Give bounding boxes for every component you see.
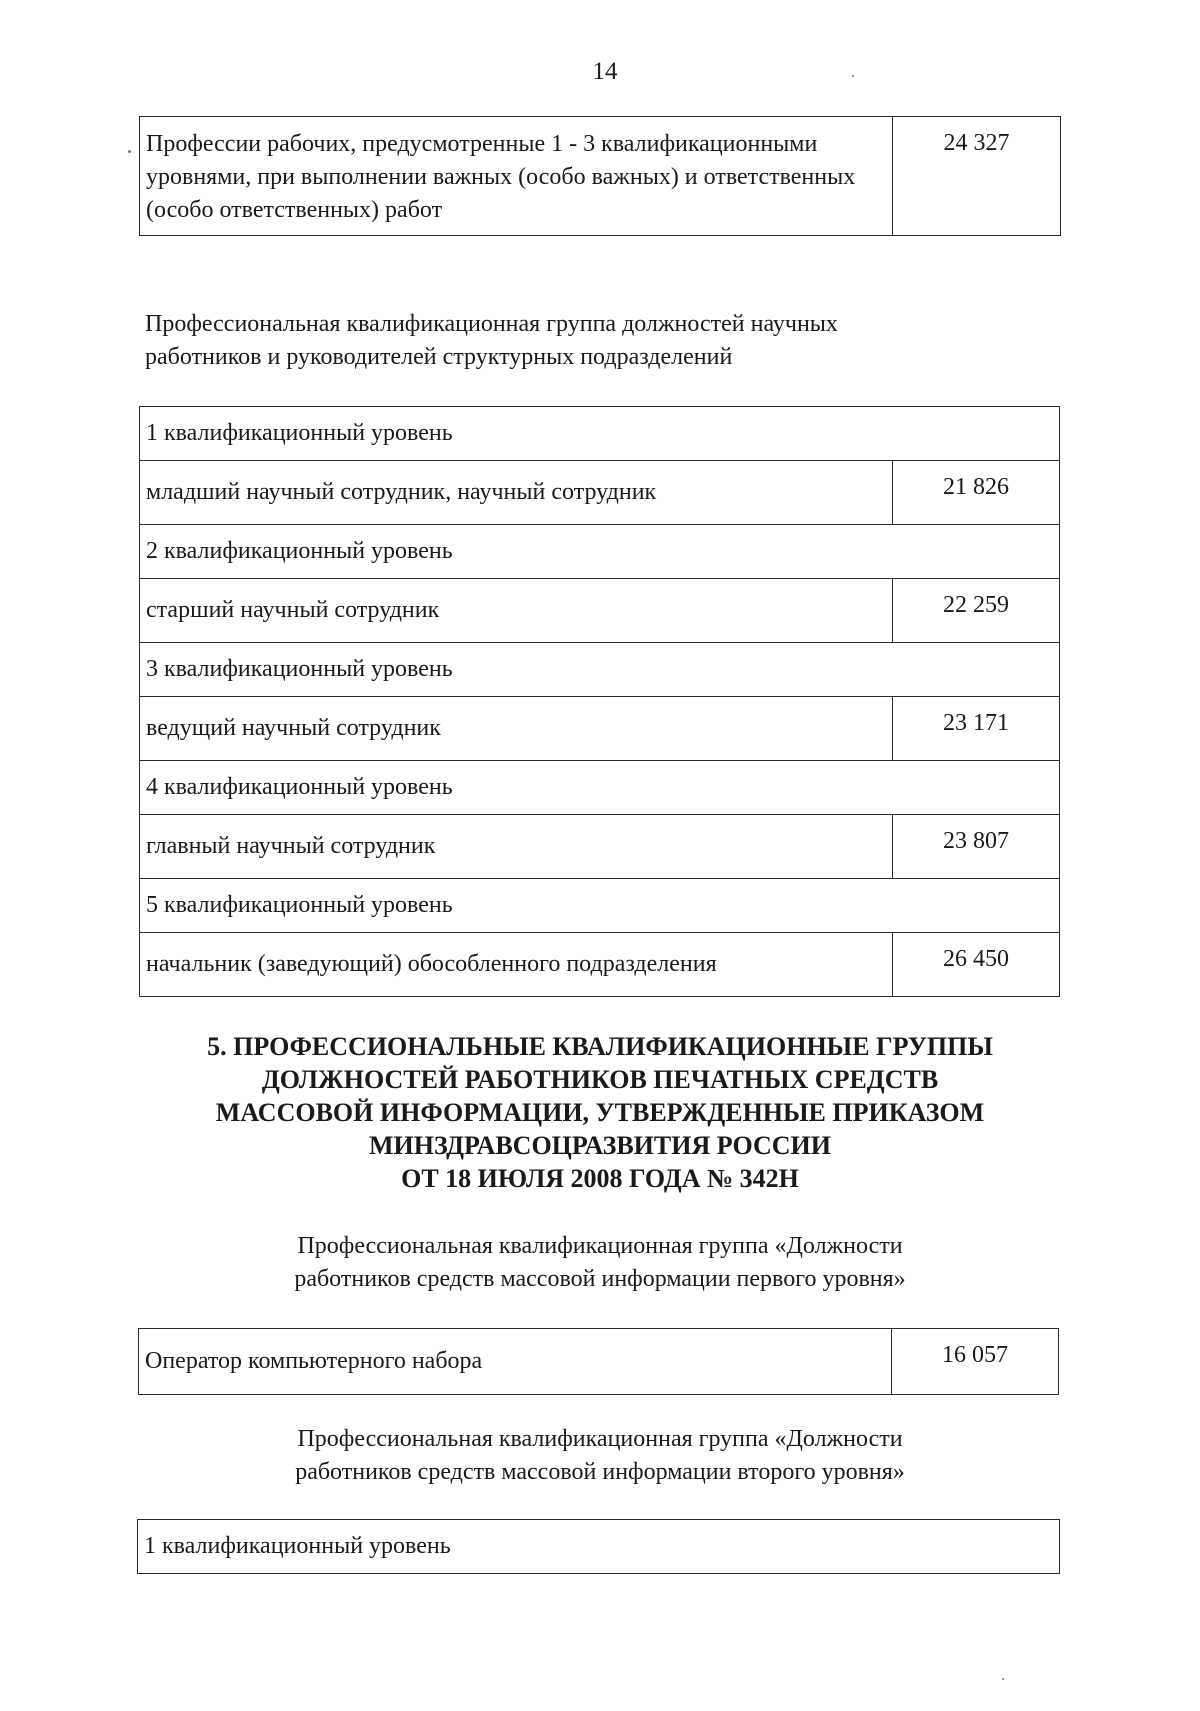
heading-line: Профессиональная квалификационная группа «Должности [297,1233,903,1259]
workers-table [139,116,1061,236]
position-value: 23 807 [893,815,1060,879]
table-row [138,1520,1060,1574]
media-level2-table [137,1519,1060,1574]
table-row [140,643,1060,697]
workers-value: 24 327 [893,117,1061,236]
media-level1-heading [150,1230,1050,1296]
position-name: ведущий научный сотрудник [140,697,893,761]
table-row [140,579,1060,643]
position-name: младший научный сотрудник, научный сотрудник [140,461,893,525]
table-row [140,117,1061,236]
scientists-group-heading [145,308,1045,374]
level-label: 5 квалификационный уровень [140,879,1060,933]
position-name: главный научный сотрудник [140,815,893,879]
scan-speck [1002,1678,1004,1680]
table-row [140,697,1060,761]
page-number: 14 [592,58,618,85]
scan-speck [128,150,131,153]
title-line: ДОЛЖНОСТЕЙ РАБОТНИКОВ ПЕЧАТНЫХ СРЕДСТВ [261,1065,939,1094]
table-row [140,879,1060,933]
workers-description: Профессии рабочих, предусмотренные 1 - 3 квалификационными уровнями, при выполнении важных (особо важных) и ответственных (особо ответственных) работ [140,117,893,236]
title-line: МИНЗДРАВСОЦРАЗВИТИЯ РОССИИ [369,1131,831,1160]
position-value: 16 057 [892,1329,1059,1395]
title-line: МАССОВОЙ ИНФОРМАЦИИ, УТВЕРЖДЕННЫЕ ПРИКАЗОМ [215,1098,985,1127]
table-row [140,761,1060,815]
level-label: 3 квалификационный уровень [140,643,1060,697]
position-value: 23 171 [893,697,1060,761]
level-label: 4 квалификационный уровень [140,761,1060,815]
position-name: Оператор компьютерного набора [139,1329,892,1395]
heading-line: Профессиональная квалификационная группа должностей научных [145,311,838,337]
table-row [140,815,1060,879]
heading-line: работников средств массовой информации первого уровня» [294,1266,906,1292]
section-5-title [100,1030,1100,1195]
scan-speck [852,75,854,77]
table-row [140,461,1060,525]
table-row [140,933,1060,997]
media-level2-heading [150,1423,1050,1489]
level-label: 2 квалификационный уровень [140,525,1060,579]
position-name: начальник (заведующий) обособленного подразделения [140,933,893,997]
position-value: 26 450 [893,933,1060,997]
table-row [139,1329,1059,1395]
level-label: 1 квалификационный уровень [138,1520,1060,1574]
position-name: старший научный сотрудник [140,579,893,643]
heading-line: работников и руководителей структурных подразделений [145,344,733,370]
position-value: 22 259 [893,579,1060,643]
media-level1-table [138,1328,1059,1395]
heading-line: Профессиональная квалификационная группа «Должности [297,1426,903,1452]
table-row [140,407,1060,461]
level-label: 1 квалификационный уровень [140,407,1060,461]
table-row [140,525,1060,579]
scientists-table [139,406,1060,997]
heading-line: работников средств массовой информации второго уровня» [295,1459,905,1485]
title-line: ОТ 18 ИЮЛЯ 2008 ГОДА № 342Н [401,1164,799,1193]
position-value: 21 826 [893,461,1060,525]
title-line: 5. ПРОФЕССИОНАЛЬНЫЕ КВАЛИФИКАЦИОННЫЕ ГРУППЫ [207,1032,993,1061]
